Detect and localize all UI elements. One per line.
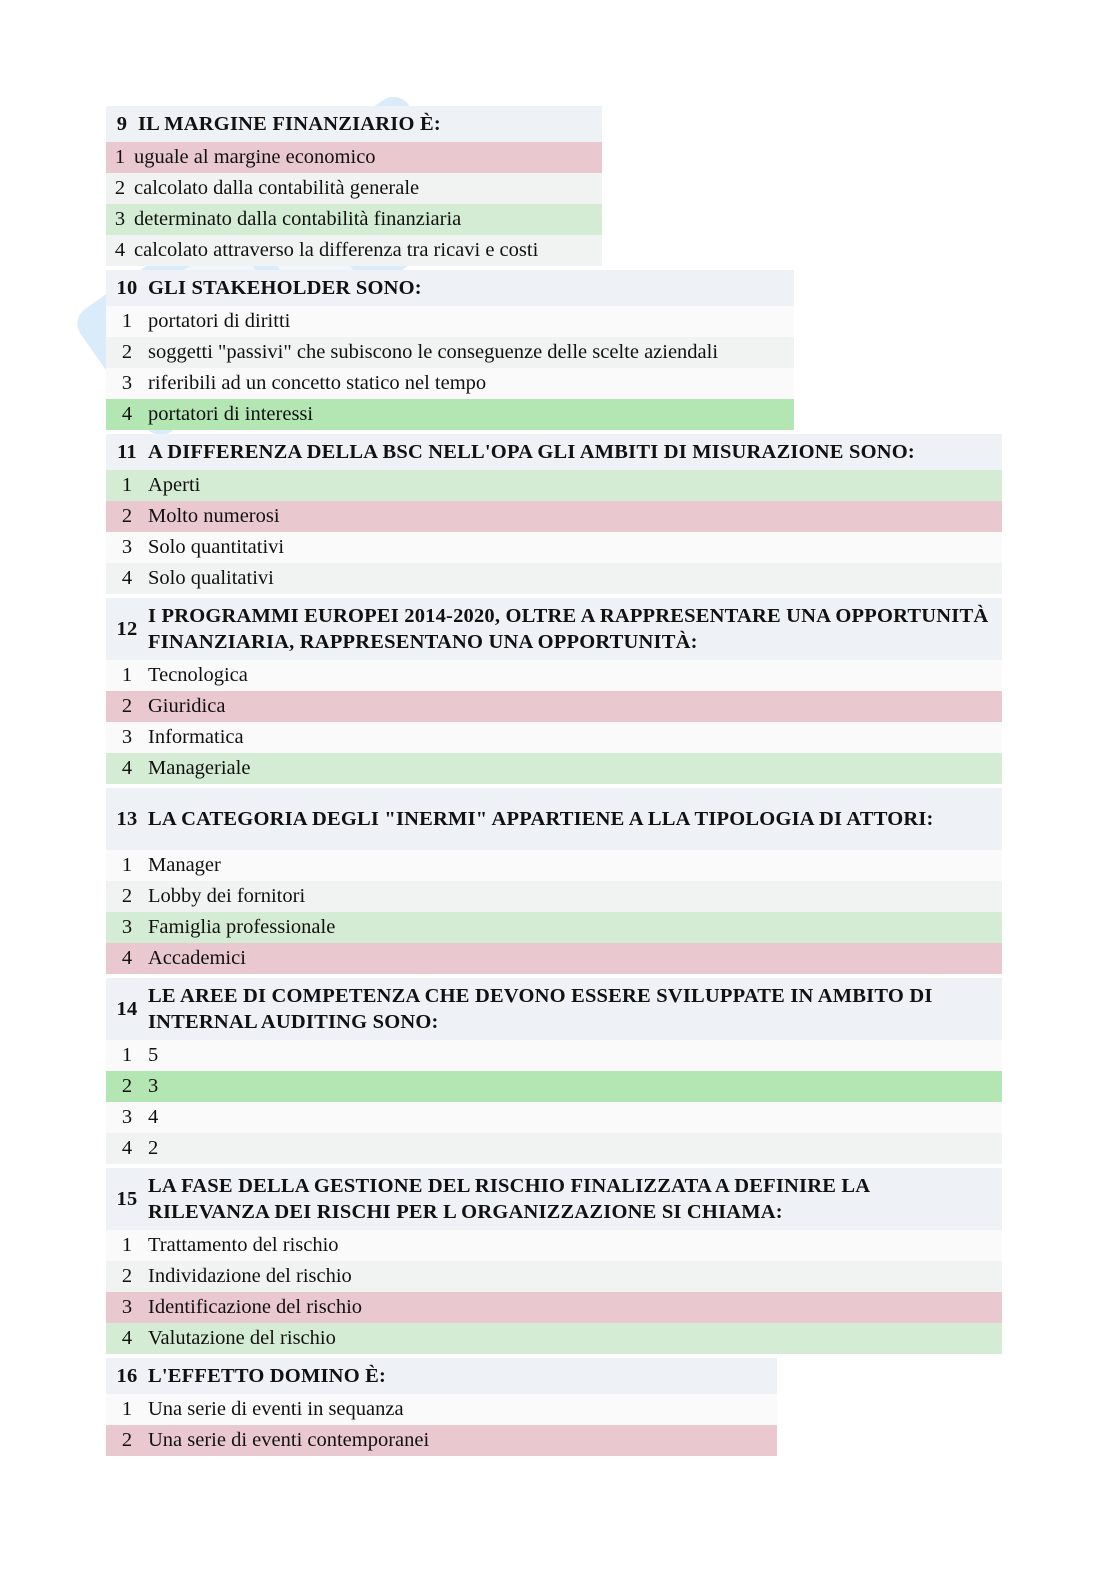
question-header [106, 270, 794, 306]
answer-option: 3 Famiglia professionale [106, 912, 1002, 943]
question-11 [106, 434, 1002, 594]
question-header [106, 106, 602, 142]
question-number: 14 [116, 997, 138, 1020]
question-number: 13 [116, 807, 138, 830]
question-header [106, 598, 1002, 660]
answer-option: 3 4 [106, 1102, 1002, 1133]
question-header [106, 1358, 777, 1394]
answer-option: 3 Solo quantitativi [106, 532, 1002, 563]
answer-option: 4 calcolato attraverso la differenza tra ricavi e costi [106, 235, 602, 266]
answer-option: 4 Solo qualitativi [106, 563, 1002, 594]
answer-option: 1 portatori di diritti [106, 306, 794, 337]
answer-option: 1 Una serie di eventi in sequanza [106, 1394, 777, 1425]
question-number: 16 [116, 1364, 138, 1387]
answer-option: 2 3 [106, 1071, 1002, 1102]
question-number: 11 [117, 440, 137, 463]
question-text: LE AREE DI COMPETENZA CHE DEVONO ESSERE SVILUPPATE IN AMBITO DI INTERNAL AUDITING SONO: [148, 985, 933, 1033]
question-text: LA CATEGORIA DEGLI "INERMI" APPARTIENE A LLA TIPOLOGIA DI ATTORI: [148, 808, 934, 830]
question-text: LA FASE DELLA GESTIONE DEL RISCHIO FINALIZZATA A DEFINIRE LA RILEVANZA DEI RISCHI PER L ORGANIZZAZIONE SI CHIAMA: [148, 1175, 870, 1223]
answer-option: 2 soggetti "passivi" che subiscono le conseguenze delle scelte aziendali [106, 337, 794, 368]
answer-option: 1 Trattamento del rischio [106, 1230, 1002, 1261]
question-header [106, 788, 1002, 850]
answer-option: 4 Accademici [106, 943, 1002, 974]
answer-option: 4 2 [106, 1133, 1002, 1164]
question-text: GLI STAKEHOLDER SONO: [148, 277, 422, 299]
answer-option: 1 uguale al margine economico [106, 142, 602, 173]
answer-option: 2 calcolato dalla contabilità generale [106, 173, 602, 204]
answer-option: 4 portatori di interessi [106, 399, 794, 430]
question-12 [106, 598, 1002, 784]
question-number: 12 [116, 617, 138, 640]
answer-option: 3 riferibili ad un concetto statico nel tempo [106, 368, 794, 399]
question-14 [106, 978, 1002, 1164]
answer-option: 2 Lobby dei fornitori [106, 881, 1002, 912]
answer-option: 3 determinato dalla contabilità finanziaria [106, 204, 602, 235]
question-16 [106, 1358, 777, 1456]
question-text: I PROGRAMMI EUROPEI 2014-2020, OLTRE A RAPPRESENTARE UNA OPPORTUNITÀ FINANZIARIA, RAPPRESENTANO UNA OPPORTUNITÀ: [148, 605, 989, 653]
question-9 [106, 106, 602, 266]
answer-option: 2 Molto numerosi [106, 501, 1002, 532]
answer-option: 1 Aperti [106, 470, 1002, 501]
question-number: 15 [116, 1187, 138, 1210]
question-text: L'EFFETTO DOMINO È: [148, 1365, 387, 1387]
question-number: 9 [116, 112, 128, 135]
question-15 [106, 1168, 1002, 1354]
answer-option: 2 Individazione del rischio [106, 1261, 1002, 1292]
question-header [106, 1168, 1002, 1230]
question-header [106, 434, 1002, 470]
answer-option: 1 Manager [106, 850, 1002, 881]
answer-option: 1 5 [106, 1040, 1002, 1071]
question-text: A DIFFERENZA DELLA BSC NELL'OPA GLI AMBITI DI MISURAZIONE SONO: [148, 441, 915, 463]
question-10 [106, 270, 794, 430]
question-13 [106, 788, 1002, 974]
answer-option: 3 Informatica [106, 722, 1002, 753]
answer-option: 1 Tecnologica [106, 660, 1002, 691]
answer-option: 4 Manageriale [106, 753, 1002, 784]
question-number: 10 [116, 276, 138, 299]
answer-option: 2 Una serie di eventi contemporanei [106, 1425, 777, 1456]
answer-option: 3 Identificazione del rischio [106, 1292, 1002, 1323]
answer-option: 4 Valutazione del rischio [106, 1323, 1002, 1354]
question-text: IL MARGINE FINANZIARIO È: [138, 113, 441, 135]
question-header [106, 978, 1002, 1040]
answer-option: 2 Giuridica [106, 691, 1002, 722]
